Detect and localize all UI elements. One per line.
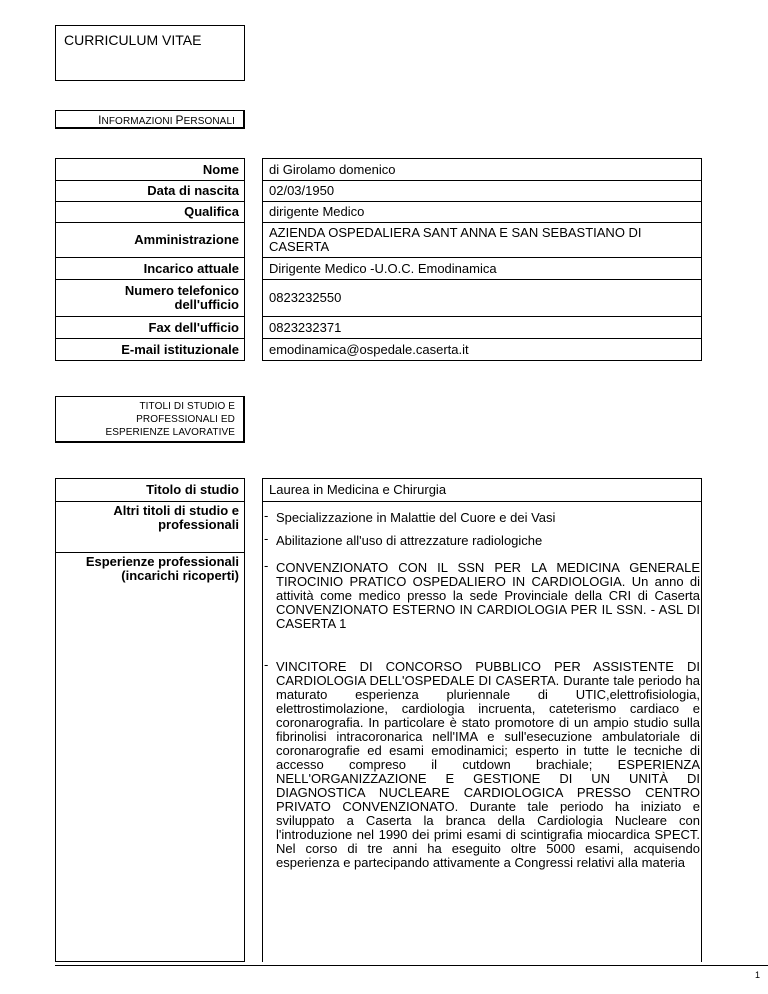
section-personal-label: INFORMAZIONI PERSONALI (55, 110, 245, 129)
label-fax: Fax dell'ufficio (55, 316, 245, 339)
value-amministrazione: AZIENDA OSPEDALIERA SANT ANNA E SAN SEBASTIANO DI CASERTA (262, 222, 702, 258)
value-qualifica: dirigente Medico (262, 201, 702, 223)
label-data-nascita: Data di nascita (55, 180, 245, 202)
value-nome: di Girolamo domenico (262, 158, 702, 181)
list-item: - Abilitazione all'uso di attrezzature radiologiche (264, 531, 543, 548)
footer-divider (55, 965, 768, 966)
list-item: - Specializzazione in Malattie del Cuore e dei Vasi (264, 508, 556, 525)
label-titolo-studio: Titolo di studio (55, 478, 245, 502)
value-data-nascita: 02/03/1950 (262, 180, 702, 202)
page-number: 1 (754, 970, 760, 980)
cv-title-box (55, 25, 245, 81)
list-item: - VINCITORE DI CONCORSO PUBBLICO PER ASSISTENTE DI CARDIOLOGIA DELL'OSPEDALE DI CASERTA. Durante tale periodo ha maturato esperienza pluriennale di UTIC,elettrofisiologia, elettrostimolazione, cardiologia incruenta, cateterismo cardiaco e coronarografia. In particolare è stato promotore di un ampio studio sulla fibrinolisi intracoronarica nell'IMA e sull'esecuzione ambulatoriale di coronarografie ed esami emodinamici; esperto in tutte le tecniche di accesso compreso il cutdown brachiale; ESPERIENZA NELL'ORGANIZZAZIONE E GESTIONE DI UN UNITÀ DI DIAGNOSTICA NUCLEARE CARDIOLOGICA PRESSO CENTRO PRIVATO CONVENZIONATO. Durante tale periodo ha iniziato e sviluppato a Caserta la branca della Cardiologia Nucleare con l'introduzione nel 1990 dei primi esami di scintigrafia miocardica SPECT. Nel corso di tre anni ha eseguito oltre 5000 esami, acquisendo esperienza e partecipando attivamente a Congressi relativi alla materia (264, 657, 700, 870)
label-telefono: Numero telefonico dell'ufficio (55, 279, 245, 317)
label-esperienze: Esperienze professionali (incarichi ricoperti) (55, 552, 245, 962)
label-altri-titoli: Altri titoli di studio e professionali (55, 501, 245, 553)
value-fax: 0823232371 (262, 316, 702, 339)
value-email: emodinamica@ospedale.caserta.it (262, 338, 702, 361)
label-nome: Nome (55, 158, 245, 181)
list-item: - CONVENZIONATO CON IL SSN PER LA MEDICINA GENERALE TIROCINIO PRATICO OSPEDALIERO IN CARDIOLOGIA. Un anno di attività come medico presso la sede Provinciale della CRI di Caserta CONVENZIONATO ESTERNO IN CARDIOLOGIA PER IL SSN. - ASL DI CASERTA 1 (264, 558, 700, 631)
section-titles-label: TITOLI DI STUDIO E PROFESSIONALI ED ESPERIENZE LAVORATIVE (55, 396, 245, 443)
value-titolo-studio: Laurea in Medicina e Chirurgia (262, 478, 702, 502)
label-email: E-mail istituzionale (55, 338, 245, 361)
value-telefono: 0823232550 (262, 279, 702, 317)
label-qualifica: Qualifica (55, 201, 245, 223)
cv-title: CURRICULUM VITAE (64, 32, 202, 48)
label-incarico: Incarico attuale (55, 257, 245, 280)
value-incarico: Dirigente Medico -U.O.C. Emodinamica (262, 257, 702, 280)
label-amministrazione: Amministrazione (55, 222, 245, 258)
